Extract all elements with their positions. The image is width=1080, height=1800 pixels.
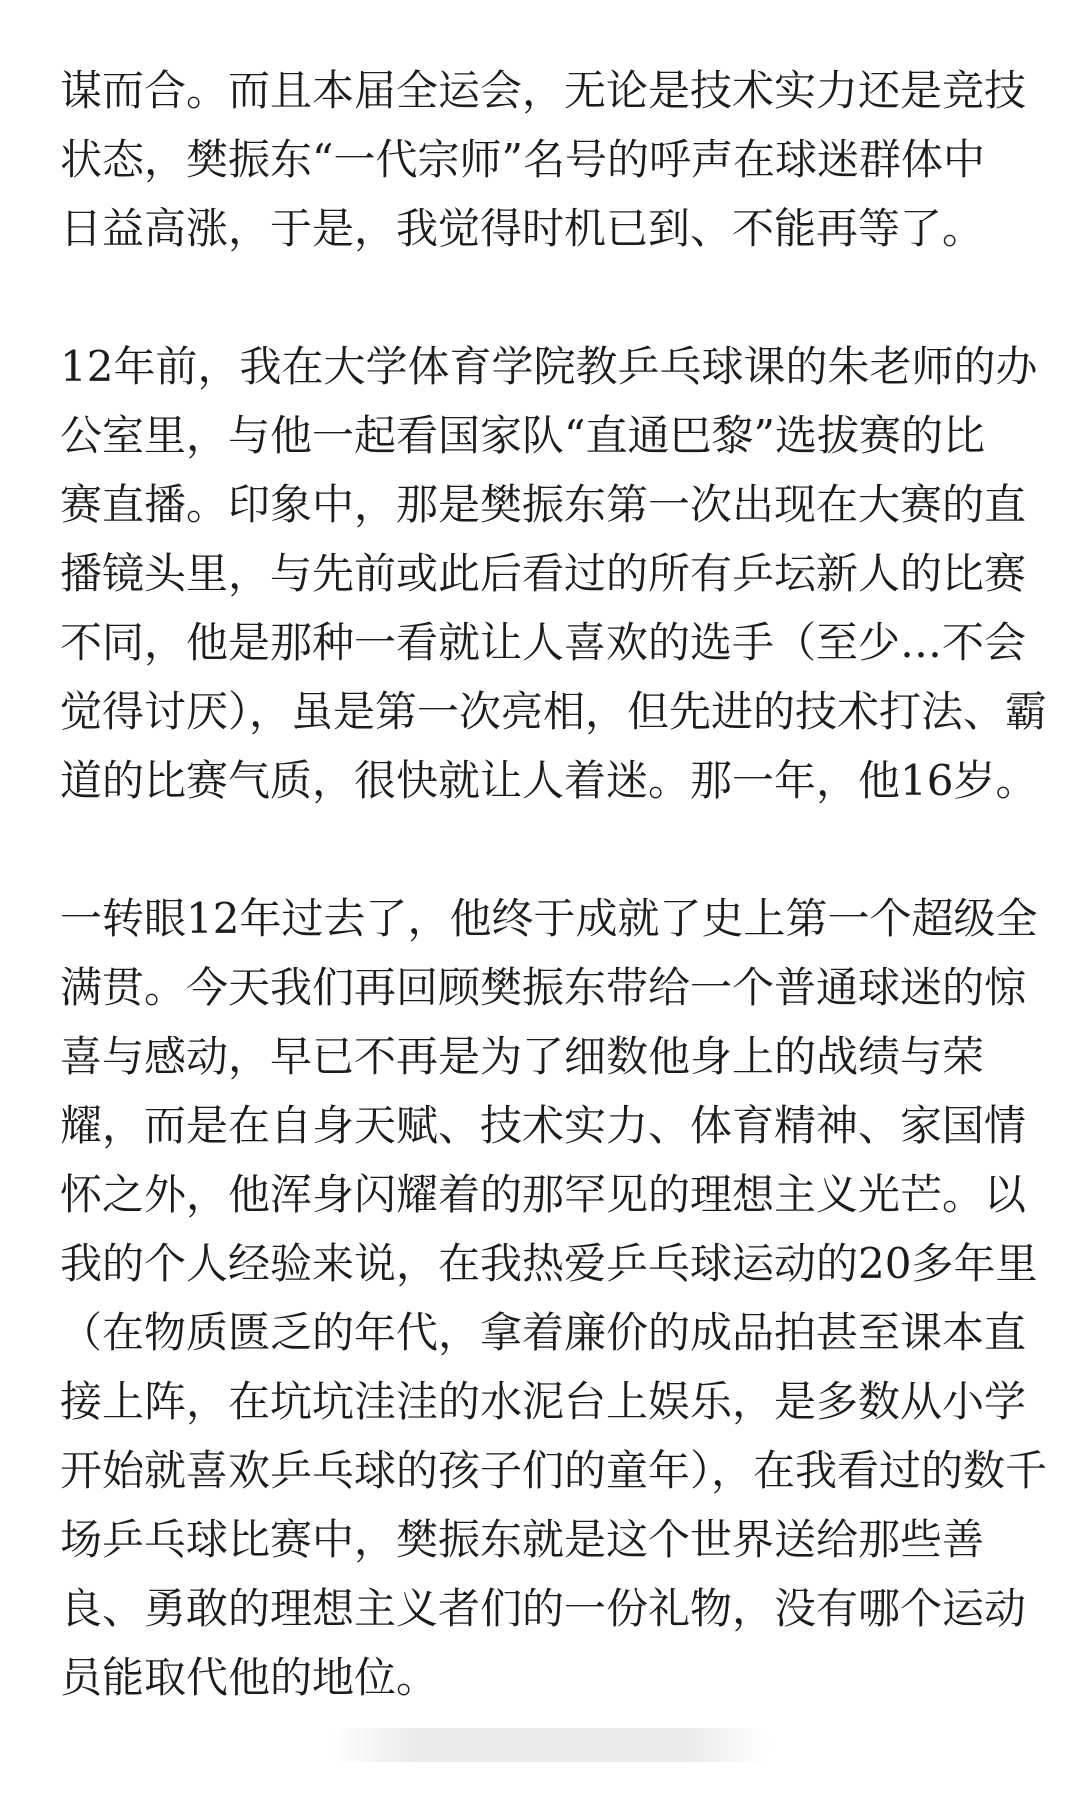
text-line: 耀，而是在自身天赋、技术实力、体育精神、家国情 — [60, 1101, 1027, 1150]
text-line: 良、勇敢的理想主义者们的一份礼物，没有哪个运动 — [60, 1584, 1027, 1633]
text-line: 一转眼12年过去了，他终于成就了史上第一个超级全 — [60, 894, 1038, 943]
text-line: 不同，他是那种一看就让人喜欢的选手（至少…不会 — [60, 618, 1027, 667]
text-line: 满贯。今天我们再回顾樊振东带给一个普通球迷的惊 — [60, 963, 1027, 1012]
text-line: 12年前，我在大学体育学院教乒乓球课的朱老师的办 — [60, 342, 1038, 391]
text-line: （在物质匮乏的年代，拿着廉价的成品拍甚至课本直 — [60, 1308, 1027, 1357]
text-line: 开始就喜欢乒乓球的孩子们的童年），在我看过的数千 — [60, 1446, 1048, 1495]
text-line: 接上阵，在坑坑洼洼的水泥台上娱乐，是多数从小学 — [60, 1377, 1027, 1426]
article-body — [60, 56, 1048, 1781]
text-line: 公室里，与他一起看国家队“直通巴黎”选拔赛的比 — [60, 411, 985, 460]
text-line: 场乒乓球比赛中，樊振东就是这个世界送给那些善 — [60, 1515, 985, 1564]
text-line: 谋而合。而且本届全运会，无论是技术实力还是竞技 — [60, 66, 1027, 115]
text-line: 觉得讨厌），虽是第一次亮相，但先进的技术打法、霸 — [60, 687, 1048, 736]
text-line: 日益高涨，于是，我觉得时机已到、不能再等了。 — [60, 204, 985, 253]
paragraph-1 — [60, 56, 1040, 263]
text-line: 怀之外，他浑身闪耀着的那罕见的理想主义光芒。以 — [60, 1170, 1027, 1219]
text-line: 道的比赛气质，很快就让人着迷。那一年，他16岁。 — [60, 756, 1038, 805]
text-line: 喜与感动，早已不再是为了细数他身上的战绩与荣 — [60, 1032, 985, 1081]
text-line: 员能取代他的地位。 — [60, 1653, 439, 1702]
text-line: 播镜头里，与先前或此后看过的所有乒坛新人的比赛 — [60, 549, 1027, 598]
text-line: 我的个人经验来说，在我热爱乒乓球运动的20多年里 — [60, 1239, 1038, 1288]
paragraph-3 — [60, 884, 1048, 1712]
faint-watermark — [330, 1728, 770, 1762]
text-line: 状态，樊振东“一代宗师”名号的呼声在球迷群体中 — [60, 135, 985, 184]
paragraph-2 — [60, 332, 1048, 815]
text-line: 赛直播。印象中，那是樊振东第一次出现在大赛的直 — [60, 480, 1027, 529]
